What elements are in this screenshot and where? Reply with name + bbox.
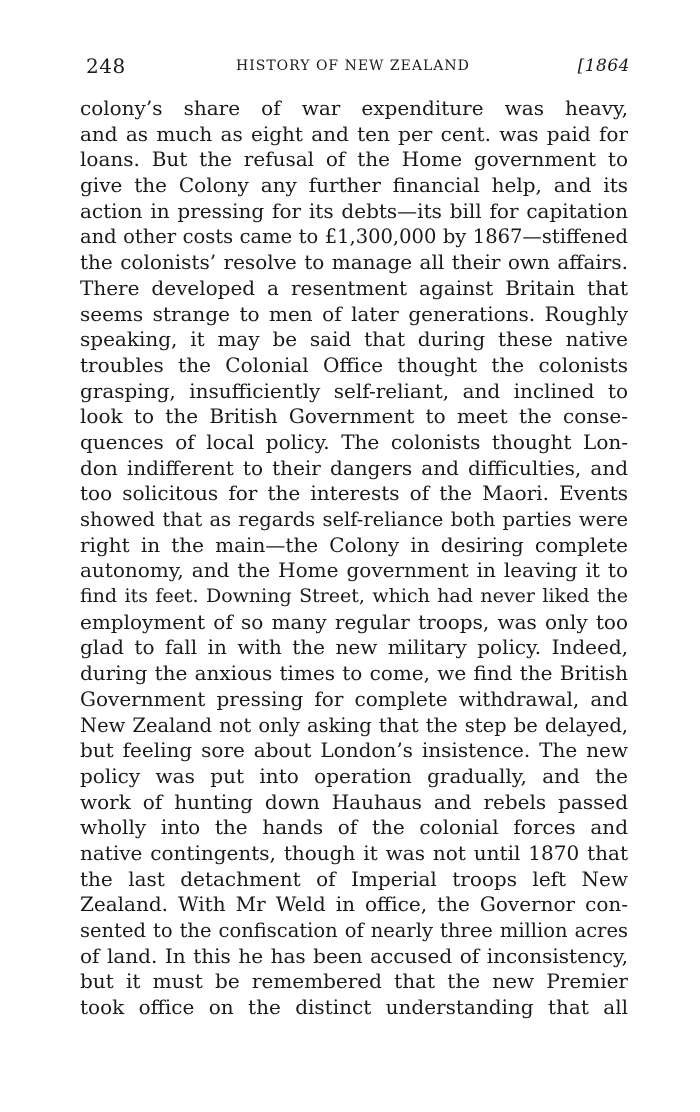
text-line: and other costs came to £1,300,000 by 1867—stiffened: [80, 225, 628, 249]
text-line: showed that as regards self-reliance both parties were: [80, 508, 628, 531]
text-line: work of hunting down Hauhaus and rebels passed: [80, 789, 628, 814]
text-line: too solicitous for the interests of the Maori. Events: [80, 481, 628, 506]
text-line: give the Colony any further financial help, and its: [80, 173, 628, 198]
text-line: but it must be remembered that the new Premier: [80, 969, 628, 994]
text-line: the last detachment of Imperial troops left New: [80, 866, 628, 891]
text-line: of land. In this he has been accused of inconsistency,: [80, 943, 628, 968]
page-header: [86, 54, 630, 84]
text-line: and as much as eight and ten per cent. was paid for: [80, 121, 628, 146]
text-line: native contingents, though it was not until 1870 that: [80, 840, 628, 865]
text-line: There developed a resentment against Britain that: [80, 275, 628, 300]
text-line: wholly into the hands of the colonial forces and: [80, 815, 628, 840]
text-line: don indifferent to their dangers and difficulties, and: [80, 455, 628, 480]
text-line: glad to fall in with the new military policy. Indeed,: [80, 635, 628, 660]
text-line: policy was put into operation gradually, and the: [80, 763, 628, 788]
text-line: autonomy, and the Home government in leaving it to: [80, 558, 628, 583]
text-line: loans. But the refusal of the Home government to: [80, 147, 628, 172]
text-line: troubles the Colonial Office thought the colonists: [80, 352, 628, 377]
text-line: colony’s share of war expenditure was heavy,: [80, 96, 628, 120]
text-line: New Zealand not only asking that the step be delayed,: [80, 713, 628, 737]
text-line: find its feet. Downing Street, which had never liked the: [80, 585, 628, 608]
text-line: sented to the confiscation of nearly three million acres: [80, 919, 628, 942]
text-line: took office on the distinct understanding that all: [80, 995, 628, 1020]
text-line: right in the main—the Colony in desiring complete: [80, 532, 628, 557]
text-line: action in pressing for its debts—its bill for capitation: [80, 198, 628, 223]
text-line: seems strange to men of later generations. Roughly: [80, 301, 628, 326]
page-number: 248: [86, 54, 126, 78]
text-line: but feeling sore about London’s insistence. The new: [80, 738, 628, 763]
text-line: look to the British Government to meet the conse-: [80, 404, 628, 429]
body-text: [80, 96, 628, 1021]
text-line: speaking, it may be said that during these native: [80, 327, 628, 352]
text-line: employment of so many regular troops, was only too: [80, 609, 628, 634]
text-line: quences of local policy. The colonists thought Lon-: [80, 429, 628, 454]
text-line: the colonists’ resolve to manage all their own affairs.: [80, 250, 628, 275]
text-line: during the anxious times to come, we find the British: [80, 661, 628, 686]
running-title: HISTORY OF NEW ZEALAND: [236, 58, 470, 74]
text-line: Zealand. With Mr Weld in office, the Governor con-: [80, 892, 628, 917]
text-line: grasping, insufficiently self-reliant, and inclined to: [80, 378, 628, 403]
header-year: [1864: [577, 56, 630, 76]
text-line: Government pressing for complete withdrawal, and: [80, 686, 628, 711]
